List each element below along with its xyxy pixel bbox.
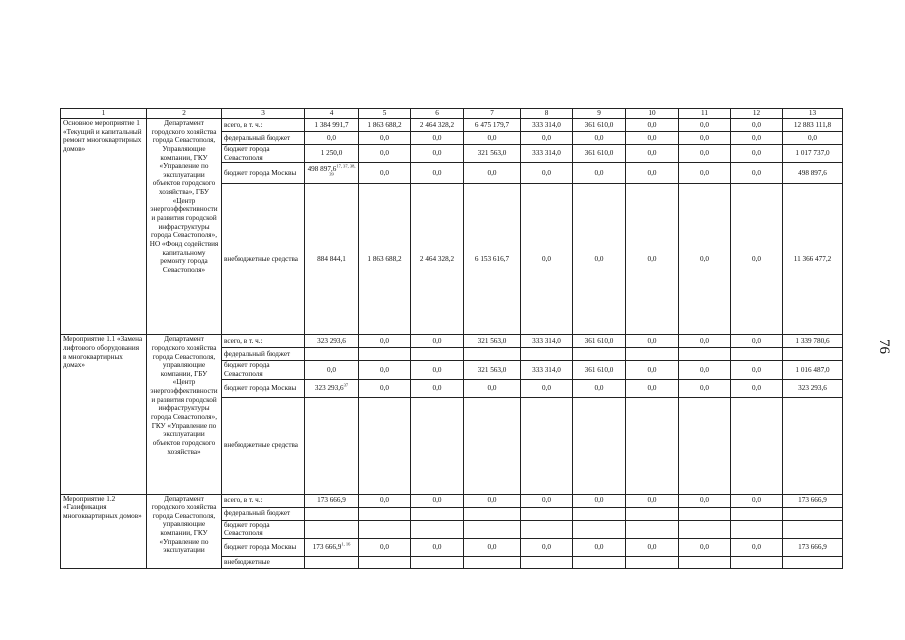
value-cell: 0,0 <box>731 184 783 335</box>
funding-source: бюджет города Севастополя <box>222 361 305 379</box>
value-cell: 0,0 <box>573 538 626 556</box>
value-cell <box>359 520 411 538</box>
value-cell <box>464 520 521 538</box>
value-cell <box>305 397 359 494</box>
value-cell: 0,0 <box>411 538 464 556</box>
value-cell: 0,0 <box>573 494 626 507</box>
value-cell: 0,0 <box>359 145 411 163</box>
funding-source: внебюджетные средства <box>222 184 305 335</box>
value-cell: 0,0 <box>679 119 731 132</box>
table-row <box>61 335 843 348</box>
measure-executor: Департамент городского хозяйства города Севастополя, Управляющие компании, ГКУ «Управление по эксплуатации объектов городского хозяйства», ГБУ «Центр энергоэффективности и развития городской инфраструктуры города Севастополя», НО «Фонд содействия капитальному ремонту города Севастополя» <box>147 119 222 335</box>
value-cell: 0,0 <box>464 163 521 184</box>
value-cell: 0,0 <box>731 119 783 132</box>
value-cell: 0,0 <box>573 163 626 184</box>
value-cell: 361 610,0 <box>573 361 626 379</box>
column-header: 2 <box>147 109 222 119</box>
value-cell: 6 475 179,7 <box>464 119 521 132</box>
value-cell <box>573 348 626 361</box>
value-cell: 0,0 <box>783 132 843 145</box>
value-cell: 0,0 <box>731 379 783 397</box>
table-row <box>61 494 843 507</box>
funding-source: федеральный бюджет <box>222 348 305 361</box>
value-cell: 333 314,0 <box>521 145 573 163</box>
value-cell: 321 563,0 <box>464 361 521 379</box>
value-cell <box>626 520 679 538</box>
column-header: 1 <box>61 109 147 119</box>
value-cell: 0,0 <box>731 361 783 379</box>
value-cell <box>411 397 464 494</box>
value-cell: 1 017 737,0 <box>783 145 843 163</box>
funding-source: бюджет города Москвы <box>222 538 305 556</box>
value-cell: 2 464 328,2 <box>411 184 464 335</box>
value-cell <box>731 520 783 538</box>
value-cell: 0,0 <box>464 379 521 397</box>
value-cell: 0,0 <box>679 538 731 556</box>
value-cell: 0,0 <box>359 163 411 184</box>
value-cell: 0,0 <box>411 145 464 163</box>
value-cell: 11 366 477,2 <box>783 184 843 335</box>
value-cell <box>783 397 843 494</box>
value-cell <box>573 556 626 568</box>
value-cell: 323 293,6 <box>305 335 359 348</box>
value-cell: 0,0 <box>359 538 411 556</box>
value-cell: 1 250,0 <box>305 145 359 163</box>
value-cell <box>359 507 411 520</box>
value-cell: 1 863 688,2 <box>359 184 411 335</box>
value-cell: 0,0 <box>626 494 679 507</box>
value-cell <box>783 520 843 538</box>
value-cell: 0,0 <box>521 494 573 507</box>
value-cell <box>626 348 679 361</box>
value-cell: 173 666,9$^{1, 16}$ <box>305 538 359 556</box>
value-cell <box>626 397 679 494</box>
funding-source: внебюджетные средства <box>222 397 305 494</box>
value-cell: 0,0 <box>464 494 521 507</box>
value-cell <box>573 520 626 538</box>
value-cell: 0,0 <box>731 538 783 556</box>
value-cell <box>359 556 411 568</box>
value-cell: 173 666,9 <box>783 538 843 556</box>
value-cell <box>626 556 679 568</box>
value-cell <box>464 507 521 520</box>
funding-source: всего, в т. ч.: <box>222 335 305 348</box>
value-cell <box>626 507 679 520</box>
funding-source: федеральный бюджет <box>222 507 305 520</box>
funding-source: внебюджетные <box>222 556 305 568</box>
value-cell: 0,0 <box>731 335 783 348</box>
funding-source: бюджет города Москвы <box>222 379 305 397</box>
value-cell: 2 464 328,2 <box>411 119 464 132</box>
funding-source: всего, в т. ч.: <box>222 119 305 132</box>
funding-source: бюджет города Севастополя <box>222 520 305 538</box>
value-cell: 0,0 <box>305 132 359 145</box>
measure-executor: Департамент городского хозяйства города Севастополя, управляющие компании, ГБУ «Центр энергоэффективности и развития городской инфраструктуры города Севастополя», ГКУ «Управление по эксплуатации объектов городского хозяйства» <box>147 335 222 494</box>
value-cell: 0,0 <box>679 132 731 145</box>
value-cell: 321 563,0 <box>464 145 521 163</box>
funding-source: федеральный бюджет <box>222 132 305 145</box>
footnote-ref: 17, 37, 38, 39 <box>329 163 356 177</box>
value-cell <box>731 556 783 568</box>
value-cell <box>679 520 731 538</box>
value-cell: 0,0 <box>359 132 411 145</box>
table-row <box>61 119 843 132</box>
value-cell: 0,0 <box>521 132 573 145</box>
budget-table <box>60 108 843 569</box>
value-cell: 0,0 <box>731 132 783 145</box>
value-cell <box>411 348 464 361</box>
value-cell <box>521 397 573 494</box>
value-cell: 0,0 <box>626 184 679 335</box>
value-cell <box>411 556 464 568</box>
value-cell: 0,0 <box>626 361 679 379</box>
value-cell: 0,0 <box>731 163 783 184</box>
value-cell <box>359 348 411 361</box>
column-header: 5 <box>359 109 411 119</box>
value-cell: 12 883 111,8 <box>783 119 843 132</box>
value-cell: 0,0 <box>626 145 679 163</box>
value-cell <box>731 348 783 361</box>
measure-name: Мероприятие 1.1 «Замена лифтового оборудования в многоквартирных домах» <box>61 335 147 494</box>
value-cell: 0,0 <box>626 538 679 556</box>
value-cell <box>411 507 464 520</box>
value-cell: 361 610,0 <box>573 119 626 132</box>
value-cell: 0,0 <box>573 132 626 145</box>
value-cell <box>411 520 464 538</box>
value-cell: 498 897,6 <box>783 163 843 184</box>
value-cell: 0,0 <box>521 163 573 184</box>
value-cell <box>573 397 626 494</box>
value-cell <box>731 397 783 494</box>
column-header: 6 <box>411 109 464 119</box>
value-cell: 333 314,0 <box>521 361 573 379</box>
value-cell: 0,0 <box>359 361 411 379</box>
value-cell: 0,0 <box>679 494 731 507</box>
value-cell: 361 610,0 <box>573 145 626 163</box>
value-cell: 0,0 <box>521 538 573 556</box>
column-header: 12 <box>731 109 783 119</box>
value-cell <box>731 507 783 520</box>
value-cell: 0,0 <box>464 538 521 556</box>
value-cell: 0,0 <box>573 184 626 335</box>
value-cell: 0,0 <box>679 184 731 335</box>
measure-name: Основное мероприятие 1 «Текущий и капитальный ремонт многоквартирных домов» <box>61 119 147 335</box>
value-cell: 0,0 <box>359 335 411 348</box>
value-cell: 0,0 <box>464 132 521 145</box>
column-header: 9 <box>573 109 626 119</box>
column-header: 8 <box>521 109 573 119</box>
value-cell <box>521 348 573 361</box>
value-cell: 1 863 688,2 <box>359 119 411 132</box>
value-cell: 333 314,0 <box>521 335 573 348</box>
value-cell: 0,0 <box>359 379 411 397</box>
value-cell: 6 153 616,7 <box>464 184 521 335</box>
measure-executor: Департамент городского хозяйства города Севастополя, управляющие компании, ГКУ «Управление по эксплуатации <box>147 494 222 568</box>
value-cell <box>464 556 521 568</box>
value-cell: 0,0 <box>305 361 359 379</box>
page-number: 76 <box>876 339 892 354</box>
value-cell <box>679 556 731 568</box>
funding-source: всего, в т. ч.: <box>222 494 305 507</box>
value-cell <box>521 507 573 520</box>
value-cell <box>521 556 573 568</box>
funding-source: бюджет города Москвы <box>222 163 305 184</box>
value-cell: 0,0 <box>411 163 464 184</box>
value-cell: 1 384 991,7 <box>305 119 359 132</box>
value-cell: 0,0 <box>573 379 626 397</box>
column-header: 4 <box>305 109 359 119</box>
value-cell: 0,0 <box>626 163 679 184</box>
funding-source: бюджет города Севастополя <box>222 145 305 163</box>
value-cell: 323 293,6$^{37}$ <box>305 379 359 397</box>
value-cell <box>305 556 359 568</box>
value-cell: 0,0 <box>626 335 679 348</box>
value-cell: 0,0 <box>626 132 679 145</box>
value-cell: 173 666,9 <box>783 494 843 507</box>
value-cell: 361 610,0 <box>573 335 626 348</box>
value-cell: 498 897,6$^{17, 37, 38, 39}$ <box>305 163 359 184</box>
value-cell: 0,0 <box>359 494 411 507</box>
value-cell: 0,0 <box>679 335 731 348</box>
value-cell: 0,0 <box>731 494 783 507</box>
value-cell: 0,0 <box>626 379 679 397</box>
value-cell: 0,0 <box>521 379 573 397</box>
value-cell: 0,0 <box>411 132 464 145</box>
value-cell: 1 339 780,6 <box>783 335 843 348</box>
value-cell: 0,0 <box>679 163 731 184</box>
value-cell <box>783 556 843 568</box>
value-cell: 0,0 <box>411 335 464 348</box>
value-cell: 0,0 <box>626 119 679 132</box>
value-cell <box>305 348 359 361</box>
value-cell <box>521 520 573 538</box>
footnote-ref: 37 <box>343 382 349 388</box>
value-cell: 321 563,0 <box>464 335 521 348</box>
value-cell <box>783 507 843 520</box>
value-cell: 0,0 <box>521 184 573 335</box>
column-header: 11 <box>679 109 731 119</box>
header-row <box>61 109 843 119</box>
value-cell: 173 666,9 <box>305 494 359 507</box>
value-cell: 0,0 <box>411 361 464 379</box>
measure-name: Мероприятие 1.2 «Газификация многоквартирных домов» <box>61 494 147 568</box>
value-cell: 0,0 <box>679 145 731 163</box>
value-cell <box>679 507 731 520</box>
column-header: 7 <box>464 109 521 119</box>
value-cell <box>679 348 731 361</box>
value-cell: 0,0 <box>411 494 464 507</box>
footnote-ref: 1, 16 <box>341 541 351 547</box>
value-cell <box>464 397 521 494</box>
value-cell <box>679 397 731 494</box>
value-cell <box>464 348 521 361</box>
value-cell: 333 314,0 <box>521 119 573 132</box>
value-cell <box>573 507 626 520</box>
value-cell <box>305 507 359 520</box>
column-header: 13 <box>783 109 843 119</box>
column-header: 10 <box>626 109 679 119</box>
value-cell: 323 293,6 <box>783 379 843 397</box>
column-header: 3 <box>222 109 305 119</box>
value-cell: 0,0 <box>679 361 731 379</box>
value-cell: 884 844,1 <box>305 184 359 335</box>
value-cell: 0,0 <box>731 145 783 163</box>
value-cell <box>305 520 359 538</box>
value-cell: 1 016 487,0 <box>783 361 843 379</box>
value-cell: 0,0 <box>411 379 464 397</box>
value-cell: 0,0 <box>679 379 731 397</box>
value-cell <box>783 348 843 361</box>
value-cell <box>359 397 411 494</box>
